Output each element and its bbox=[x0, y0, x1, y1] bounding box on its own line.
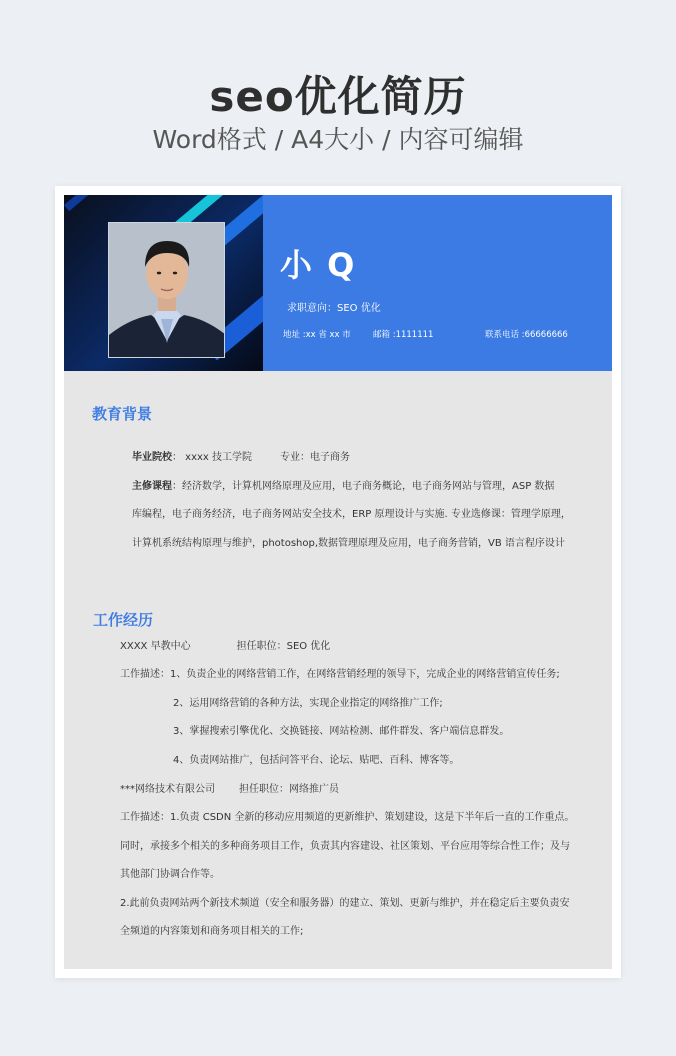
photo-panel bbox=[64, 195, 263, 371]
job1-desc-1: 工作描述：1、负责企业的网络营销工作，在网络营销经理的领导下，完成企业的网络营销宣传任务; bbox=[120, 669, 560, 680]
job2-company: ***网络技术有限公司 bbox=[120, 784, 215, 795]
candidate-name: 小 Q bbox=[280, 246, 357, 284]
education-section-title: 教育背景 bbox=[92, 405, 153, 423]
school-label: 毕业院校 bbox=[132, 452, 172, 463]
courses-text-1: ：经济数学，计算机网络原理及应用，电子商务概论，电子商务网站与管理，ASP 数据 bbox=[172, 481, 555, 492]
major: 专业：电子商务 bbox=[280, 452, 351, 463]
name-panel bbox=[263, 195, 612, 371]
job1-desc-4: 4、负责网站推广，包括问答平台、论坛、贴吧、百科、博客等。 bbox=[173, 755, 460, 766]
job1-desc-3: 3、掌握搜索引擎优化、交换链接、网站检测、邮件群发、客户端信息群发。 bbox=[173, 726, 510, 737]
job2-desc-1: 工作描述：1.负责 CSDN 全新的移动应用频道的更新维护、策划建设，这是下半年后一直的工作重点。 bbox=[120, 812, 575, 823]
courses-label: 主修课程 bbox=[132, 481, 172, 492]
phone: 联系电话 :66666666 bbox=[485, 330, 568, 340]
courses-text-2: 库编程，电子商务经济，电子商务网站安全技术，ERP 原理设计与实施. 专业选修课：管理学原理， bbox=[132, 509, 571, 520]
job1-header bbox=[120, 637, 330, 652]
job1-desc-2: 2、运用网络营销的各种方法，实现企业指定的网络推广工作; bbox=[173, 698, 443, 709]
school-value: ： xxxx 技工学院 bbox=[172, 452, 253, 463]
job-intent: 求职意向：SEO 优化 bbox=[287, 303, 381, 314]
job2-desc-5: 全频道的内容策划和商务项目相关的工作; bbox=[120, 926, 304, 937]
promo-subtitle: Word格式 / A4大小 / 内容可编辑 bbox=[152, 125, 524, 154]
resume-body bbox=[64, 195, 612, 969]
job2-desc-2: 同时，承接多个相关的多种商务项目工作，负责其内容建设、社区策划、平台应用等综合性工作；及与 bbox=[120, 841, 570, 852]
job2-position: 担任职位：网络推广员 bbox=[239, 784, 339, 795]
portrait-image bbox=[109, 223, 225, 358]
job1-company: XXXX 早教中心 bbox=[120, 641, 191, 652]
address: 地址 :xx 省 xx 市 bbox=[283, 330, 351, 340]
email: 邮箱 :1111111 bbox=[373, 330, 434, 340]
school-line bbox=[132, 448, 350, 463]
resume-header bbox=[64, 195, 612, 371]
job2-desc-4: 2.此前负责网站两个新技术频道（安全和服务器）的建立、策划、更新与维护，并在稳定后主要负责安 bbox=[120, 898, 570, 909]
job1-position: 担任职位：SEO 优化 bbox=[236, 641, 331, 652]
courses-line bbox=[132, 477, 554, 492]
job2-header bbox=[120, 780, 339, 795]
decor-stripe bbox=[64, 195, 263, 211]
work-section-title: 工作经历 bbox=[93, 611, 154, 629]
courses-text-3: 计算机系统结构原理与维护，photoshop,数据管理原理及应用，电子商务营销，VB 语言程序设计 bbox=[132, 538, 565, 549]
job2-desc-3: 其他部门协调合作等。 bbox=[120, 869, 220, 880]
profile-photo bbox=[108, 222, 225, 358]
resume-sheet bbox=[55, 186, 621, 978]
promo-title: seo优化简历 bbox=[209, 72, 467, 121]
